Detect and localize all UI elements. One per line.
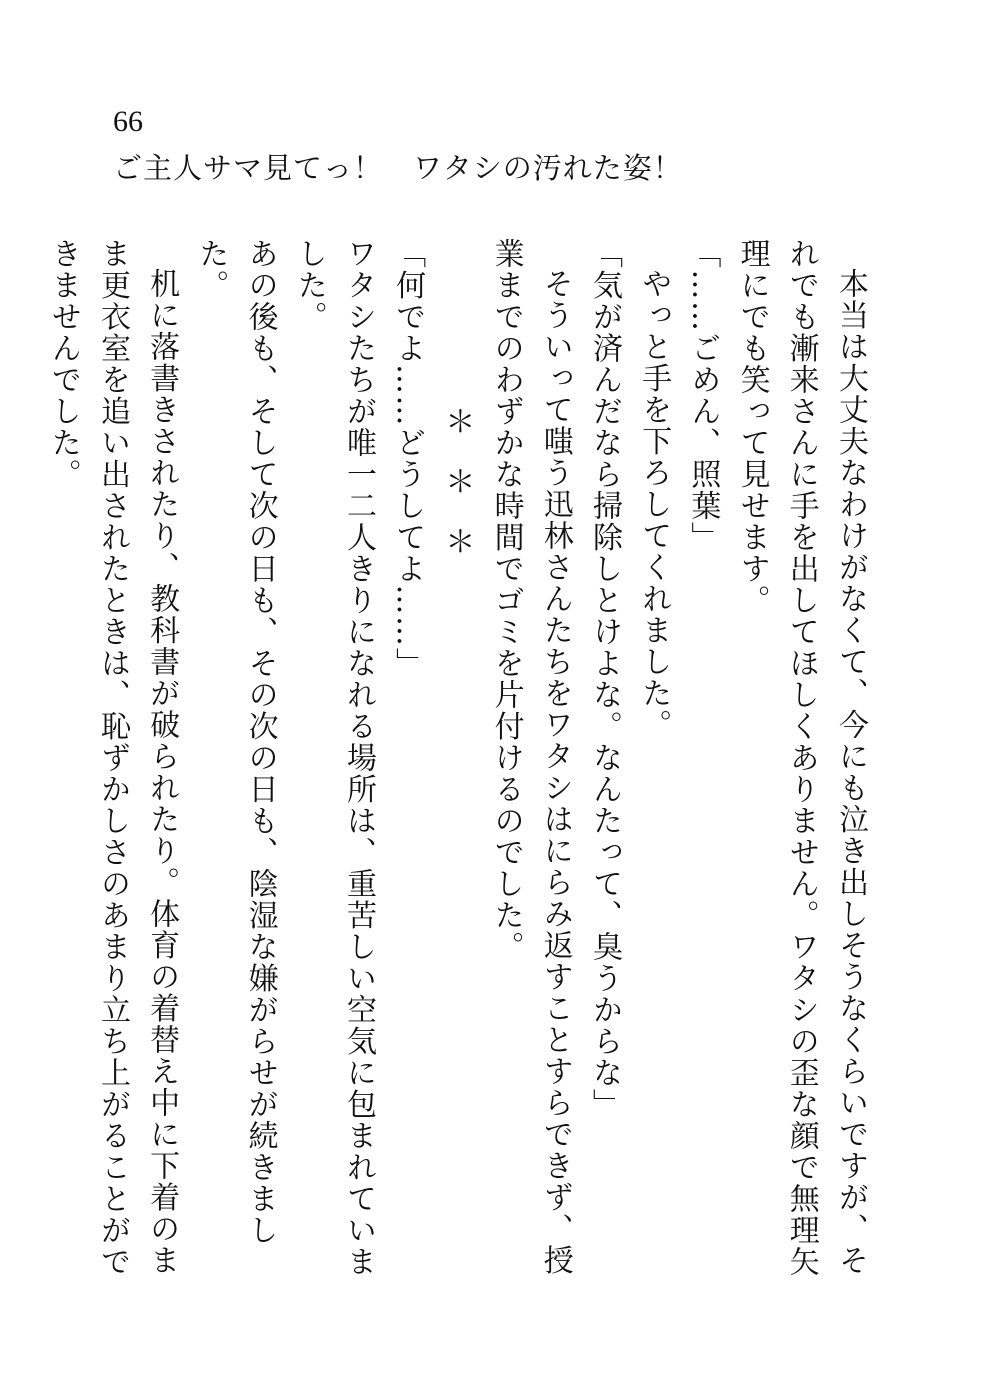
paragraph: そういって嗤う迅林さんたちをワタシはにらみ返すことすらできず、授業までのわずかな時間でゴミを片付けるのでした。 [488,238,573,1276]
paragraph: ワタシたちが唯一二人きりになれる場所は、重苦しい空気に包まれていました。 [291,238,376,1278]
scene-break: ＊＊＊ [439,406,475,586]
paragraph: やっと手を下ろしてくれました。 [636,268,672,741]
paragraph: あの後も、そして次の日も、その次の日も、陰湿な嫌がらせが続きました。 [193,238,278,1246]
dialogue-line: 「何でよ……どうしてよ……」 [390,238,426,679]
paragraph: 机に落書きされたり、教科書が破られたり。体育の着替え中に下着のまま更衣室を追い出されたときは、恥ずかしさのあまり立ち上がることができませんでした。 [45,238,180,1278]
dialogue-line: 「気が済んだなら掃除しとけよな。なんたって、臭うからな」 [586,238,622,1120]
page-number: 66 [113,105,143,138]
body-text [45,238,875,1298]
paragraph: 本当は大丈夫なわけがなくて、今にも泣き出しそうなくらいですが、それでも漸来さんに手を出してほしくありません。ワタシの歪な顔で無理矢理にでも笑って見せます。 [734,238,868,1278]
running-header: ご主人サマ見てっ！ ワタシの汚れた姿！ [113,151,683,185]
dialogue-line: 「……ごめん、照葉」 [685,238,721,553]
